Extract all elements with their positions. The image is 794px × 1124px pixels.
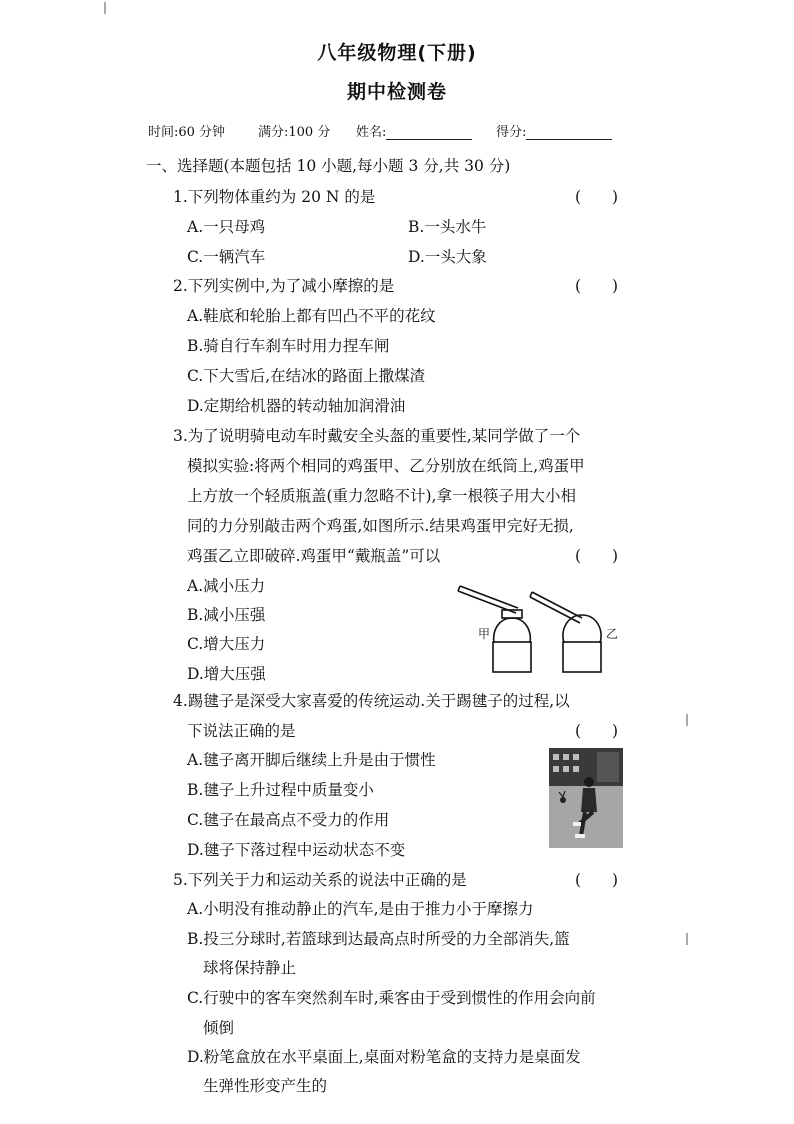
name-label: 姓名:: [356, 125, 387, 140]
scan-mark: [104, 2, 106, 14]
egg-label-jia: 甲: [478, 627, 491, 641]
q5-option-d-line2: 生弹性形变产生的: [203, 1077, 328, 1095]
score-blank[interactable]: [526, 125, 612, 140]
q5-option-d-line1: D.粉笔盒放在水平桌面上,桌面对粉笔盒的支持力是桌面发: [187, 1048, 581, 1066]
q4-option-d: D.毽子下落过程中运动状态不变: [187, 841, 406, 859]
q3-stem-line4: 同的力分别敲击两个鸡蛋,如图所示.结果鸡蛋甲完好无损,: [187, 517, 574, 535]
q5-option-c-line2: 倾倒: [203, 1019, 235, 1037]
q3-option-c: C.增大压力: [187, 635, 266, 653]
q1-option-c: C.一辆汽车: [187, 248, 266, 266]
exam-time: 时间:60 分钟: [148, 125, 226, 140]
q3-option-a: A.减小压力: [187, 577, 266, 595]
q4-option-b: B.毽子上升过程中质量变小: [187, 781, 374, 799]
score-label: 得分:: [496, 125, 527, 140]
q3-stem-line1: 3.为了说明骑电动车时戴安全头盔的重要性,某同学做了一个: [173, 427, 581, 445]
q2-option-d: D.定期给机器的转动轴加润滑油: [187, 397, 406, 415]
q2-option-c: C.下大雪后,在结冰的路面上撒煤渣: [187, 367, 426, 385]
egg-label-yi: 乙: [606, 627, 619, 641]
q4-option-a: A.毽子离开脚后继续上升是由于惯性: [187, 751, 436, 769]
q2-option-b: B.骑自行车刹车时用力捏车闸: [187, 337, 390, 355]
q2-option-a: A.鞋底和轮胎上都有凹凸不平的花纹: [187, 307, 436, 325]
q5-option-c-line1: C.行驶中的客车突然刹车时,乘客由于受到惯性的作用会向前: [187, 989, 596, 1007]
q5-option-a: A.小明没有推动静止的汽车,是由于推力小于摩擦力: [187, 900, 534, 918]
q5-option-b-line1: B.投三分球时,若篮球到达最高点时所受的力全部消失,篮: [187, 930, 570, 948]
q5-option-b-line2: 球将保持静止: [203, 959, 297, 977]
q4-stem-line1: 4.踢毽子是深受大家喜爱的传统运动.关于踢毽子的过程,以: [173, 692, 570, 710]
q4-answer-bracket[interactable]: ( ): [575, 722, 619, 740]
q1-option-a: A.一只母鸡: [187, 218, 266, 236]
page-title: 八年级物理(下册): [317, 42, 477, 64]
q5-answer-bracket[interactable]: ( ): [575, 871, 619, 889]
q3-stem-line2: 模拟实验:将两个相同的鸡蛋甲、乙分别放在纸筒上,鸡蛋甲: [187, 457, 585, 475]
q3-answer-bracket[interactable]: ( ): [575, 547, 619, 565]
score-field[interactable]: [496, 121, 612, 140]
q1-stem: 1.下列物体重约为 20 N 的是: [173, 188, 376, 206]
q3-stem-line3: 上方放一个轻质瓶盖(重力忽略不计),拿一根筷子用大小相: [187, 487, 577, 505]
q1-answer-bracket[interactable]: ( ): [575, 188, 619, 206]
scan-mark: [686, 933, 688, 945]
q4-stem-line2: 下说法正确的是: [187, 722, 296, 740]
section-heading: 一、选择题(本题包括 10 小题,每小题 3 分,共 30 分): [146, 157, 511, 175]
q1-option-b: B.一头水牛: [408, 218, 487, 236]
shuttlecock-photo: [549, 748, 623, 848]
scan-mark: [686, 714, 688, 726]
q2-stem: 2.下列实例中,为了减小摩擦的是: [173, 277, 395, 295]
q2-answer-bracket[interactable]: ( ): [575, 277, 619, 295]
page-subtitle: 期中检测卷: [346, 81, 447, 103]
name-field[interactable]: [356, 121, 472, 140]
name-blank[interactable]: [386, 125, 472, 140]
q1-option-d: D.一头大象: [408, 248, 487, 266]
exam-total-score: 满分:100 分: [258, 125, 331, 140]
q5-stem: 5.下列关于力和运动关系的说法中正确的是: [173, 871, 467, 889]
q3-stem-line5: 鸡蛋乙立即破碎.鸡蛋甲“戴瓶盖”可以: [187, 547, 441, 565]
q3-option-d: D.增大压强: [187, 665, 266, 683]
q4-option-c: C.毽子在最高点不受力的作用: [187, 811, 390, 829]
q3-option-b: B.减小压强: [187, 606, 266, 624]
